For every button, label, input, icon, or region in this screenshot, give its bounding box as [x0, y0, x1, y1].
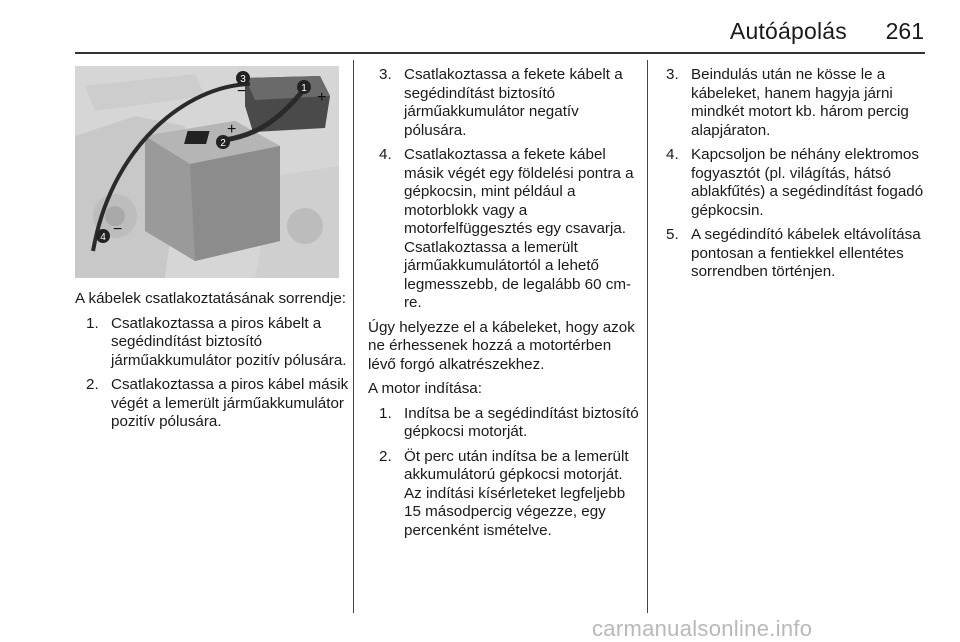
header-rule — [75, 52, 925, 54]
page-header — [0, 0, 960, 60]
column-left — [75, 290, 350, 438]
list-item: 2. Csatlakoztassa a piros kábel másik végét a lemerült járműakkumulátor pozitív pólusára. — [86, 376, 349, 430]
callout-3-label: 3 — [240, 74, 246, 85]
callout-2-label: 2 — [220, 138, 226, 149]
column-middle — [368, 66, 640, 546]
callout-1-label: 1 — [301, 83, 307, 94]
minus-terminal-sign: − — [237, 83, 247, 100]
callout-1 — [297, 80, 311, 94]
connection-steps-list — [86, 315, 350, 432]
cable-placement-note: Úgy helyezze el a kábeleket, hogy azok ne érhessenek hozzá a motortérben lévő forgó alkatrészekhez. — [368, 318, 635, 373]
list-item: 5. A segédindító kábelek eltávolítása pontosan a fentiekkel ellentétes sorrendben történjen. — [666, 226, 921, 280]
watermark: carmanualsonline.info — [592, 616, 813, 641]
engine-bay-drawing — [75, 66, 339, 278]
engine-start-steps-continued — [666, 66, 936, 282]
column-right — [666, 66, 936, 288]
list-item: 4. Csatlakoztassa a fekete kábel másik végét egy földelési pontra a gépkocsin, mint például a motorblokk vagy a motorfelfüggesztés egy csavarja. Csatlakoztassa a lemerült járműakkumulátortól a lehető legmesszebb, de legalább 60 cm-re. — [379, 146, 634, 311]
list-item: 2. Öt perc után indítsa be a lemerült akkumulátorú gépkocsi motorját. Az indítási kísérleteket legfeljebb 15 másodpercig végezze, egy percenként ismételve. — [379, 447, 629, 539]
minus-ground-sign: − — [113, 221, 123, 238]
callout-4-label: 4 — [100, 232, 106, 243]
list-item: 4. Kapcsoljon be néhány elektromos fogyasztót (pl. világítás, hátsó ablakfűtés) a segédindítást fogadó gépkocsin. — [666, 146, 924, 219]
list-item: 3. Csatlakoztassa a fekete kábelt a segédindítást biztosító járműakkumulátor negatív pólusára. — [379, 66, 623, 139]
engine-start-steps — [379, 405, 640, 541]
section-title: Autóápolás — [729, 18, 847, 44]
callout-4 — [96, 229, 110, 243]
column-divider-left — [353, 60, 354, 613]
column-divider-right — [647, 60, 648, 613]
plus-terminal-sign-2: + — [227, 121, 237, 138]
connection-steps-continued — [379, 66, 640, 313]
page-number: 261 — [885, 18, 924, 44]
connection-intro: A kábelek csatlakoztatásának sorrendje: — [75, 290, 347, 307]
list-item: 1. Csatlakoztassa a piros kábelt a segédindítást biztosító járműakkumulátor pozitív pólusára. — [86, 314, 347, 369]
plus-terminal-sign: + — [317, 89, 327, 106]
list-item: 3. Beindulás után ne kösse le a kábeleket, hanem hagyja járni mindkét motort kb. három percig alapjáraton. — [666, 66, 909, 139]
list-item: 1. Indítsa be a segédindítást biztosító gépkocsi motorját. — [379, 404, 639, 440]
jump-start-illustration — [75, 66, 339, 278]
engine-start-heading: A motor indítása: — [368, 380, 482, 397]
